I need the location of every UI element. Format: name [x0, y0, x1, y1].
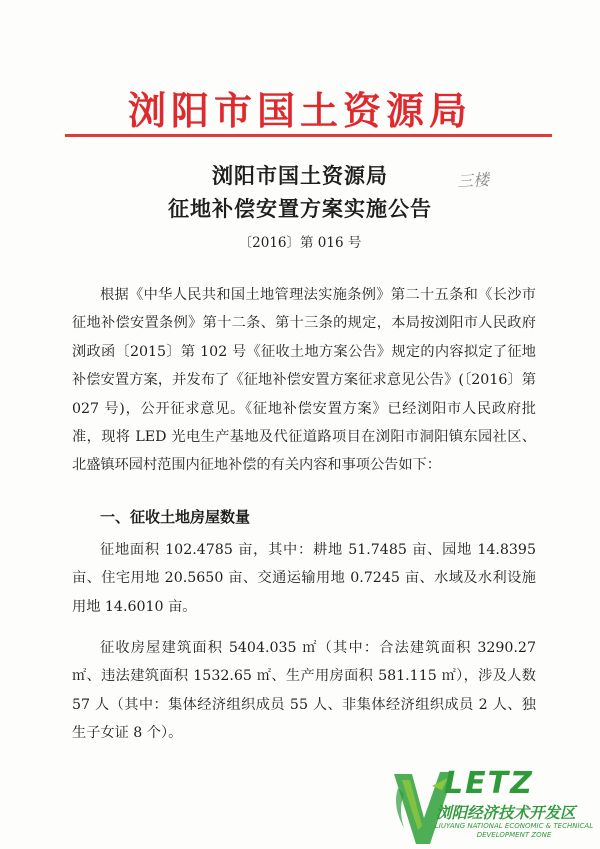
- letz-wordmark: LETZ: [444, 766, 534, 801]
- body-paragraph-1: 根据《中华人民共和国土地管理法实施条例》第二十五条和《长沙市征地补偿安置条例》第十二条、第十三条的规定，本局按浏阳市人民政府浏政函〔2015〕第 102 号《征收土地方案公告》规定的内容拟定了征地补偿安置方案，并发布了《征地补偿安置方案征求意见公告》(〔2016〕第 027 号)，公开征求意见。《征地补偿安置方案》已经浏阳市人民政府批准，现将 LED 光电生产基地及代征道路项目在浏阳市洞阳镇东园社区、北盛镇环园村范围内征地补偿的有关内容和事项公告如下：: [72, 287, 536, 474]
- notice-title-line2: 征地补偿安置方案实施公告: [168, 197, 432, 221]
- handwritten-note: 三楼: [456, 169, 490, 192]
- letterhead-red-rule: [65, 134, 552, 137]
- body-paragraph-3: 征收房屋建筑面积 5404.035 ㎡（其中：合法建筑面积 3290.27 ㎡、违法建筑面积 1532.65 ㎡、生产用房面积 581.115 ㎡），涉及人数 57 人（其中：集体经济组织成员 55 人、非集体经济组织成员 2 人、独生子女证 8 个）。: [72, 640, 536, 742]
- letz-watermark-logo: [388, 766, 598, 848]
- notice-title-line1: 浏阳市国土资源局: [212, 164, 388, 188]
- section-heading-1: 一、征收土地房屋数量: [100, 508, 251, 526]
- letz-chinese-name: 浏阳经济技术开发区: [436, 804, 576, 822]
- letz-english-name: LIUYANG NATIONAL ECONOMIC & TECHNICAL DEVELOPMENT ZONE: [434, 822, 594, 839]
- letterhead-agency-name: 浏阳市国土资源局: [127, 88, 472, 133]
- body-paragraph-2: 征地面积 102.4785 亩，其中：耕地 51.7485 亩、园地 14.8395 亩、住宅用地 20.5650 亩、交通运输用地 0.7245 亩、水域及水利设施用地 14.6010 亩。: [72, 542, 536, 615]
- document-number: 〔2016〕第 016 号: [238, 235, 362, 251]
